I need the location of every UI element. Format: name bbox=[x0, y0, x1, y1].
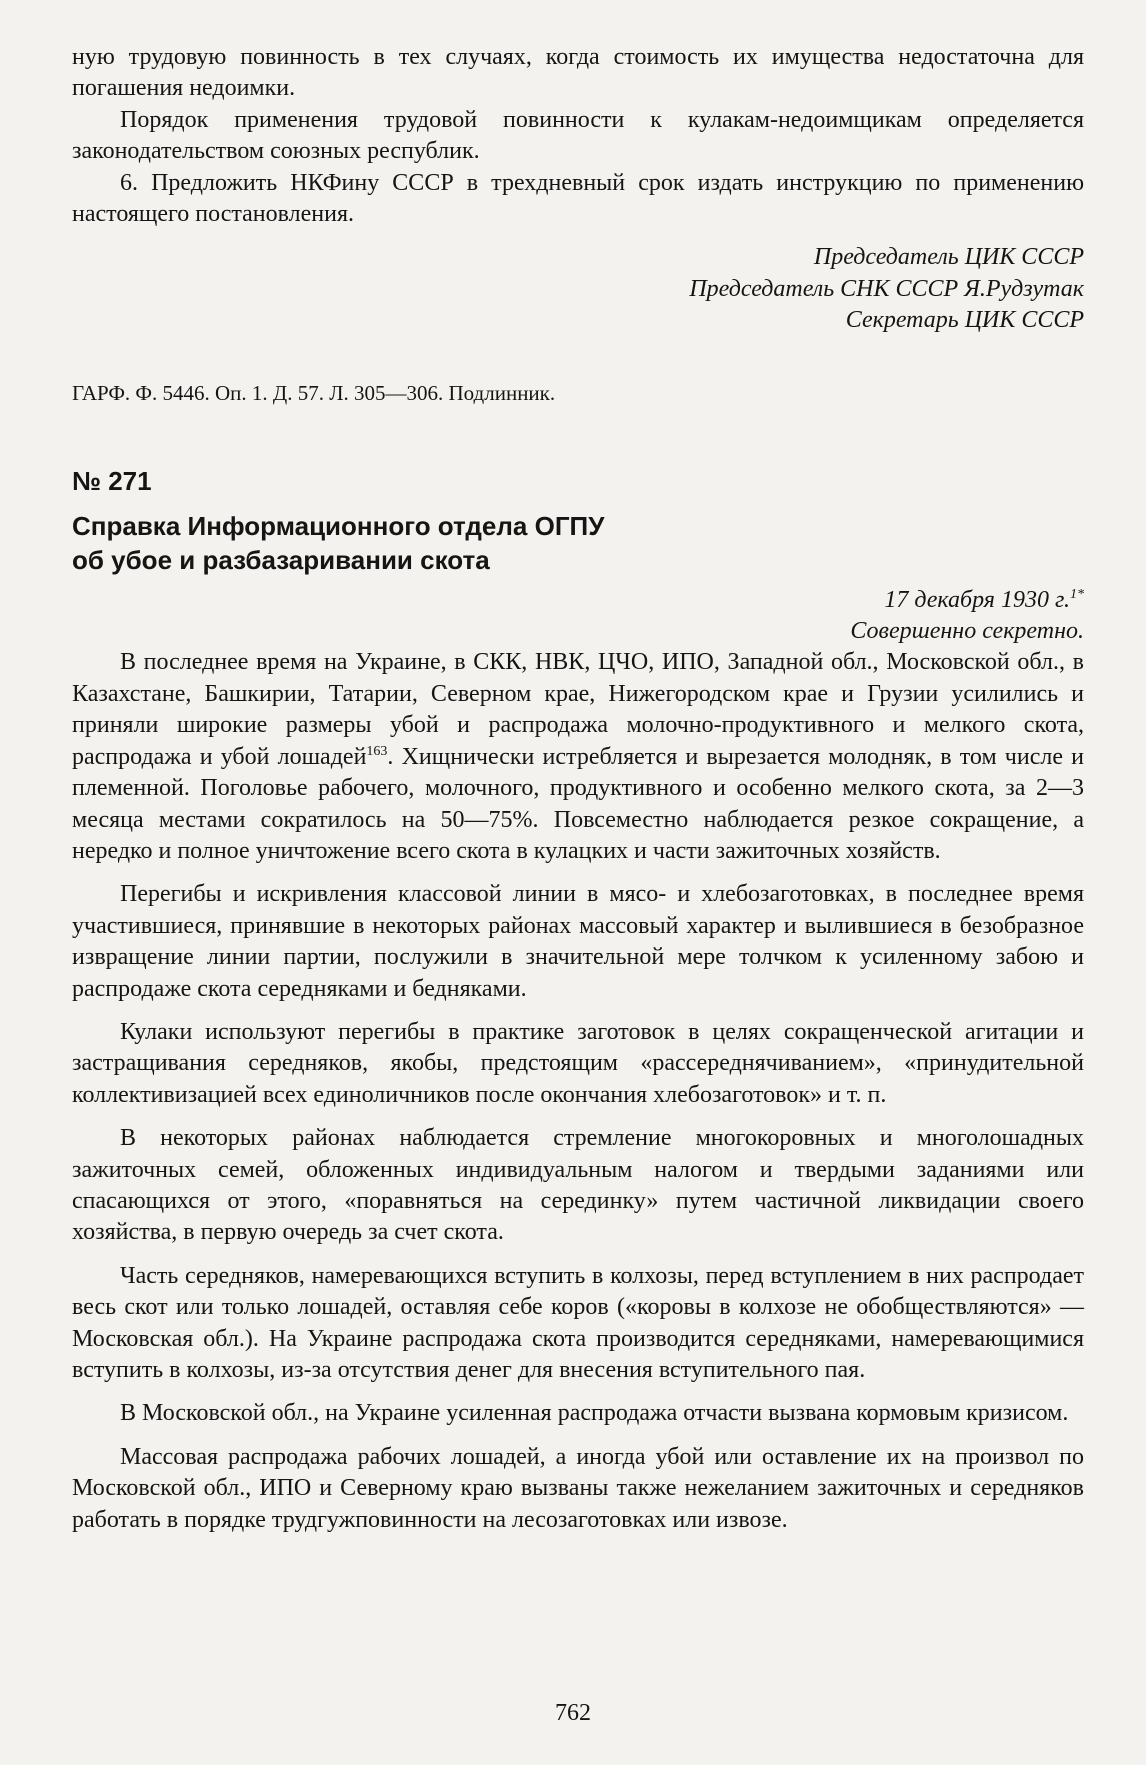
footnote-marker-163: 163 bbox=[366, 743, 388, 759]
signature-block bbox=[72, 242, 1084, 336]
signature-cik-secretary: Секретарь ЦИК СССР bbox=[845, 307, 1084, 334]
paragraph-wealthy-families: В некоторых районах наблюдается стремление многокоровных и многолошадных зажиточных семей, обложенных индивидуальным налогом и твердыми заданиями или спасающихся от этого, «поравняться на серединку» путем частичной ликвидации своего хозяйства, в первую очередь за счет скота. bbox=[72, 1125, 1084, 1246]
page-number: 762 bbox=[555, 1700, 591, 1726]
paragraph-text: В последнее время на Украине, в СКК, НВК, ЦЧО, ИПО, Западной обл., Московской обл., в Казахстане, Башкирии, Татарии, Северном крае, Нижегородском крае и Грузии усилились и приняли широкие размеры убой и распродажа молочно-продуктивного и мелкого скота, распродажа и убой лошадей bbox=[72, 649, 1084, 770]
date-footnote-marker: 1* bbox=[1070, 586, 1084, 602]
paragraph-text-continued: . Хищнически истребляется и вырезается молодняк, в том числе и племенной. Поголовье рабочего, молочного, продуктивного и особенно мелкого скота, за 2—3 месяца местами сократилось на 50—75%. Повсеместно наблюдается резкое сокращение, а нередко и полное уничтожение всего скота в кулацких и части зажиточных хозяйств. bbox=[72, 743, 1084, 864]
paragraph-labor-duty: ную трудовую повинность в тех случаях, когда стоимость их имущества недостаточна для погашения недоимки. bbox=[72, 44, 1084, 102]
paragraph-excesses: Перегибы и искривления классовой линии в мясо- и хлебозаготовках, в последнее время участившиеся, принявшие в некоторых районах массовый характер и вылившиеся в безобразное извращение линии партии, послужили в значительной мере толчком к усиленному забою и распродаже скота середняками и бедняками. bbox=[72, 881, 1084, 1002]
paragraph-fodder-crisis: В Московской обл., на Украине усиленная распродажа отчасти вызвана кормовым кризисом. bbox=[120, 1400, 1069, 1427]
paragraph-kulak-agitation: Кулаки используют перегибы в практике заготовок в целях сокращенческой агитации и застращивания середняков, якобы, предстоящим «рассереднячиванием», «принудительной коллективизацией всех единоличников после окончания хлебозаготовок» и т. п. bbox=[72, 1018, 1084, 1108]
document-title: Справка Информационного отдела ОГПУ об убое и разбазаривании скота bbox=[72, 510, 605, 575]
document-number: № 271 bbox=[72, 465, 152, 496]
paragraph-middle-peasants: Часть середняков, намеревающихся вступить в колхозы, перед вступлением в них распродает весь скот или только лошадей, оставляя себе коров («коровы в колхозе не обобществляются» — Московская обл.). На Украине распродажа скота производится середняками, намеревающимися вступить в колхозы, из-за отсутствия денег для внесения вступительного пая. bbox=[72, 1262, 1084, 1383]
signature-snk-chairman: Председатель СНК СССР Я.Рудзутак bbox=[689, 275, 1084, 302]
signature-cik-chairman: Председатель ЦИК СССР bbox=[813, 244, 1084, 271]
document-page bbox=[72, 42, 1084, 1536]
classification-label: Совершенно секретно. bbox=[850, 618, 1084, 645]
paragraph-procedure: Порядок применения трудовой повинности к кулакам-недоимщикам определяется законодательством союзных республик. bbox=[72, 106, 1084, 165]
paragraph-horse-sale: Массовая распродажа рабочих лошадей, а иногда убой или оставление их на произвол по Московской обл., ИПО и Северному краю вызваны также нежеланием зажиточных и середняков работать в порядке трудгужповинности на лесозаготовках или извозе. bbox=[72, 1443, 1084, 1533]
document-date bbox=[72, 585, 1084, 616]
paragraph-livestock-slaughter bbox=[72, 647, 1084, 867]
date-block bbox=[72, 585, 1084, 648]
archive-reference: ГАРФ. Ф. 5446. Оп. 1. Д. 57. Л. 305—306. Подлинник. bbox=[72, 380, 556, 405]
paragraph-item-6: 6. Предложить НКФину СССР в трехдневный срок издать инструкцию по применению настоящего постановления. bbox=[72, 169, 1084, 228]
date-text: 17 декабря 1930 г. bbox=[884, 586, 1070, 613]
